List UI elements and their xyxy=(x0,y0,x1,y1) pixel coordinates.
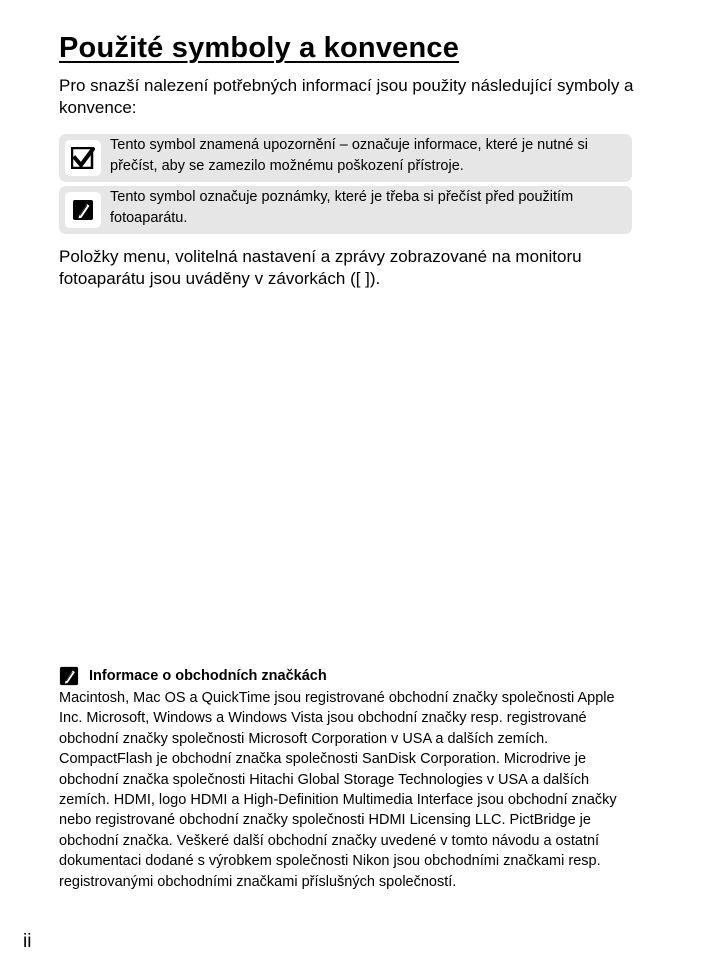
trademark-heading-row xyxy=(59,666,327,686)
caution-note-text: Tento symbol znamená upozornění – označuje informace, které je nutné si přečíst, aby se zamezilo možnému poškození přístroje. xyxy=(110,137,588,174)
pencil-note-icon xyxy=(72,199,94,221)
pencil-note-icon xyxy=(59,666,79,686)
page-number: ii xyxy=(23,931,32,952)
note-icon-frame xyxy=(65,192,101,228)
info-note-text: Tento symbol označuje poznámky, které je třeba si přečíst před použitím fotoaparátu. xyxy=(110,189,574,226)
intro-paragraph: Pro snazší nalezení potřebných informací jsou použity následující symboly a konvence: xyxy=(59,76,634,117)
trademark-heading: Informace o obchodních značkách xyxy=(89,668,327,684)
caution-icon-frame xyxy=(65,140,101,176)
caution-note-box xyxy=(59,134,632,182)
page-title: Použité symboly a konvence xyxy=(59,32,460,64)
menu-conventions-paragraph: Položky menu, volitelná nastavení a zprávy zobrazované na monitoru fotoaparátu jsou uváděny v závorkách ([ ]). xyxy=(59,247,582,288)
trademark-text: Macintosh, Mac OS a QuickTime jsou registrované obchodní značky společnosti Apple Inc. Microsoft, Windows a Windows Vista jsou obchodní značky resp. registrované obchodní značky společnosti Microsoft Corporation v USA a dalších zemích. CompactFlash je obchodní značka společnosti SanDisk Corporation. Microdrive je obchodní značka společnosti Hitachi Global Storage Technologies v USA a dalších zemích. HDMI, logo HDMI a High-Definition Multimedia Interface jsou obchodní značky nebo registrované obchodní značky společnosti HDMI Licensing LLC. PictBridge je obchodní značka. Veškeré další obchodní značky uvedené v tomto návodu a ostatní dokumentaci dodané s výrobkem společnosti Nikon jsou obchodními značkami resp. registrovanými obchodními značkami příslušných společností. xyxy=(59,690,617,890)
info-note-box xyxy=(59,186,632,234)
caution-check-icon xyxy=(71,147,95,169)
